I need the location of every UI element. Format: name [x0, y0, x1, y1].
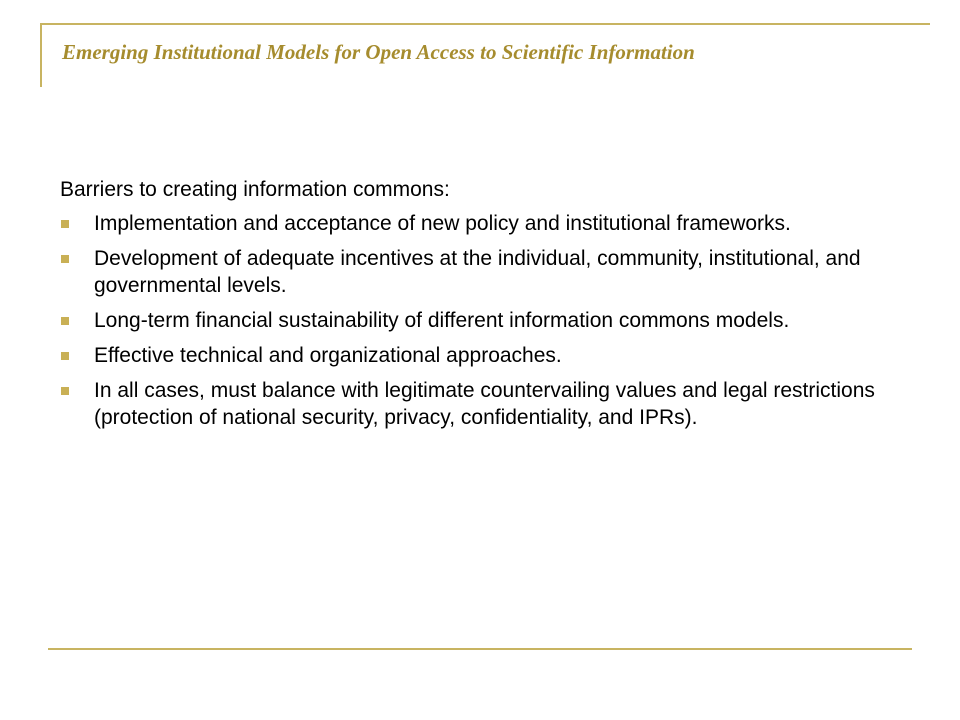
square-bullet-icon	[61, 255, 69, 263]
square-bullet-icon	[61, 352, 69, 360]
intro-text: Barriers to creating information commons:	[60, 178, 450, 201]
bullet-text: Long-term financial sustainability of different information commons models.	[94, 309, 790, 332]
slide-body	[60, 176, 900, 439]
top-rule	[40, 23, 930, 25]
list-item	[60, 307, 900, 334]
left-rule	[40, 23, 42, 87]
square-bullet-icon	[61, 317, 69, 325]
list-item	[60, 245, 900, 299]
bullet-list	[60, 210, 900, 431]
square-bullet-icon	[61, 220, 69, 228]
bullet-text: In all cases, must balance with legitimate countervailing values and legal restrictions (protection of national security, privacy, confidentiality, and IPRs).	[94, 379, 875, 429]
list-item	[60, 210, 900, 237]
list-item	[60, 377, 900, 431]
list-item	[60, 342, 900, 369]
square-bullet-icon	[61, 387, 69, 395]
bullet-text: Effective technical and organizational approaches.	[94, 344, 562, 367]
bottom-rule	[48, 648, 912, 650]
bullet-text: Implementation and acceptance of new policy and institutional frameworks.	[94, 212, 791, 235]
bullet-text: Development of adequate incentives at the individual, community, institutional, and governmental levels.	[94, 247, 861, 297]
slide-title: Emerging Institutional Models for Open Access to Scientific Information	[62, 40, 695, 64]
